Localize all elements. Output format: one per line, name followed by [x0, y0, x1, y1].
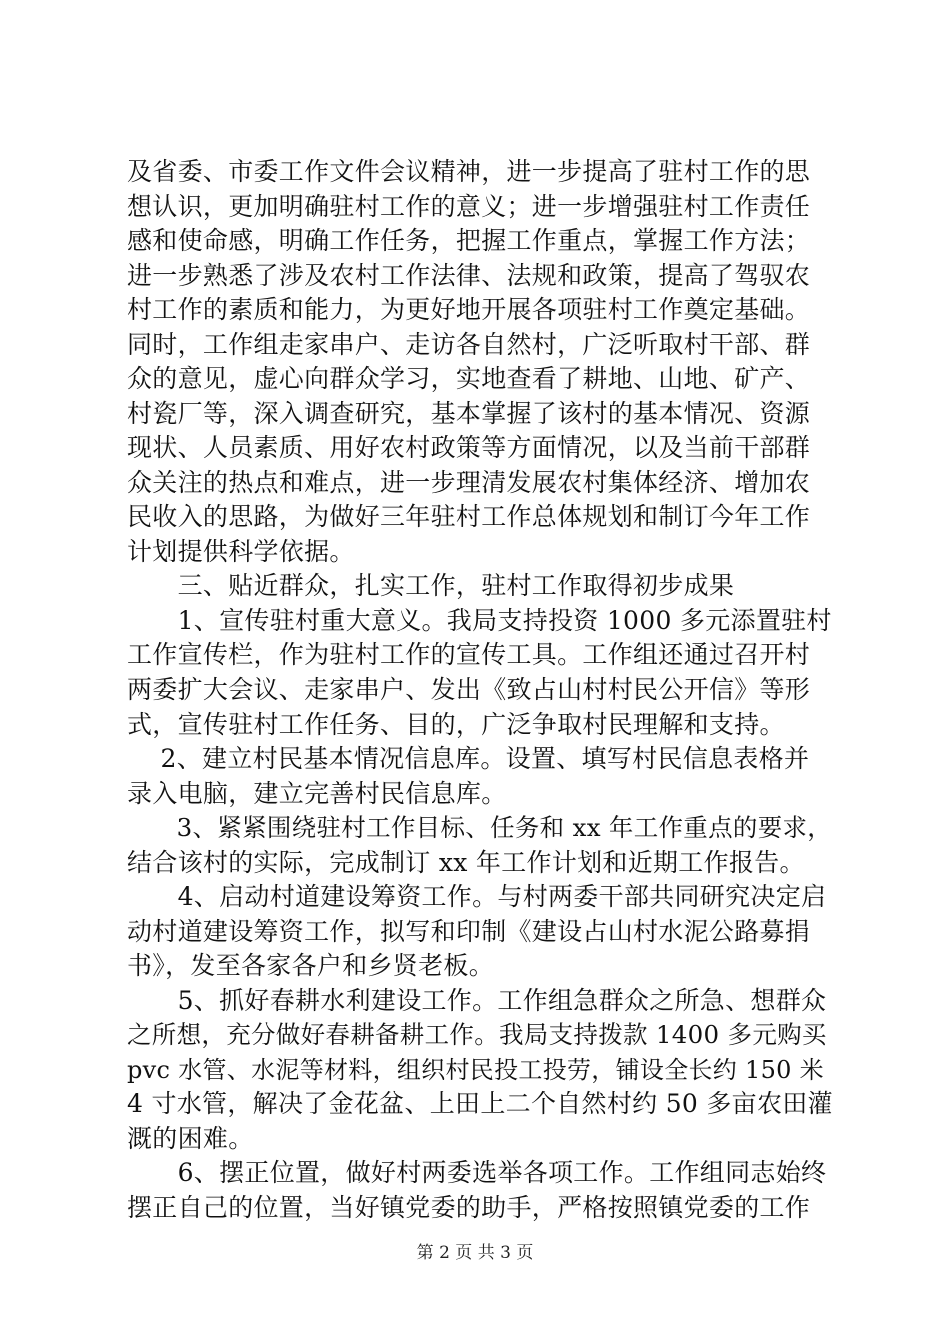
text-line: 录入电脑，建立完善村民信息库。	[127, 779, 507, 808]
section-heading: 三、贴近群众，扎实工作，驻村工作取得初步成果	[127, 571, 735, 600]
text-line: 3、紧紧围绕驻村工作目标、任务和 xx 年工作重点的要求，	[127, 813, 833, 842]
text-line: 村工作的素质和能力，为更好地开展各项驻村工作奠定基础。	[127, 295, 811, 324]
text-line: 2、建立村民基本情况信息库。设置、填写村民信息表格并	[127, 744, 810, 773]
text-line: 4、启动村道建设筹资工作。与村两委干部共同研究决定启	[127, 882, 827, 911]
text-line: 现状、人员素质、用好农村政策等方面情况，以及当前干部群	[127, 433, 811, 462]
text-line: 及省委、市委工作文件会议精神，进一步提高了驻村工作的思	[127, 157, 811, 186]
text-line: 两委扩大会议、走家串户、发出《致占山村村民公开信》等形	[127, 675, 811, 704]
text-line: 动村道建设筹资工作，拟写和印制《建设占山村水泥公路募捐	[127, 917, 811, 946]
text-line: 结合该村的实际，完成制订 xx 年工作计划和近期工作报告。	[127, 848, 805, 877]
text-line: 摆正自己的位置，当好镇党委的助手，严格按照镇党委的工作	[127, 1193, 811, 1222]
text-line: 书》，发至各家各户和乡贤老板。	[127, 951, 495, 980]
text-line: 进一步熟悉了涉及农村工作法律、法规和政策，提高了驾驭农	[127, 261, 811, 290]
text-line: 4 寸水管，解决了金花盆、上田上二个自然村约 50 多亩农田灌	[127, 1089, 833, 1118]
text-line: 众关注的热点和难点，进一步理清发展农村集体经济、增加农	[127, 468, 811, 497]
text-line: 计划提供科学依据。	[127, 537, 355, 566]
text-line: 工作宣传栏，作为驻村工作的宣传工具。工作组还通过召开村	[127, 640, 811, 669]
text-line: 1、宣传驻村重大意义。我局支持投资 1000 多元添置驻村	[127, 606, 832, 635]
text-line: 6、摆正位置，做好村两委选举各项工作。工作组同志始终	[127, 1158, 827, 1187]
text-line: 溉的困难。	[127, 1124, 254, 1153]
text-line: 村瓷厂等，深入调查研究，基本掌握了该村的基本情况、资源	[127, 399, 811, 428]
text-line: pvc 水管、水泥等材料，组织村民投工投劳，铺设全长约 150 米	[127, 1056, 824, 1084]
page-footer: 第 2 页 共 3 页	[416, 1243, 534, 1263]
text-line: 感和使命感，明确工作任务，把握工作重点，掌握工作方法；	[127, 226, 811, 255]
text-line: 同时，工作组走家串户、走访各自然村，广泛听取村干部、群	[127, 330, 811, 359]
text-line: 之所想，充分做好春耕备耕工作。我局支持拨款 1400 多元购买	[127, 1020, 827, 1049]
text-line: 众的意见，虚心向群众学习，实地查看了耕地、山地、矿产、	[127, 364, 811, 393]
text-line: 5、抓好春耕水利建设工作。工作组急群众之所急、想群众	[127, 986, 827, 1015]
text-line: 想认识，更加明确驻村工作的意义；进一步增强驻村工作责任	[127, 192, 811, 221]
text-line: 式，宣传驻村工作任务、目的，广泛争取村民理解和支持。	[127, 710, 785, 739]
text-line: 民收入的思路，为做好三年驻村工作总体规划和制订今年工作	[127, 502, 811, 531]
